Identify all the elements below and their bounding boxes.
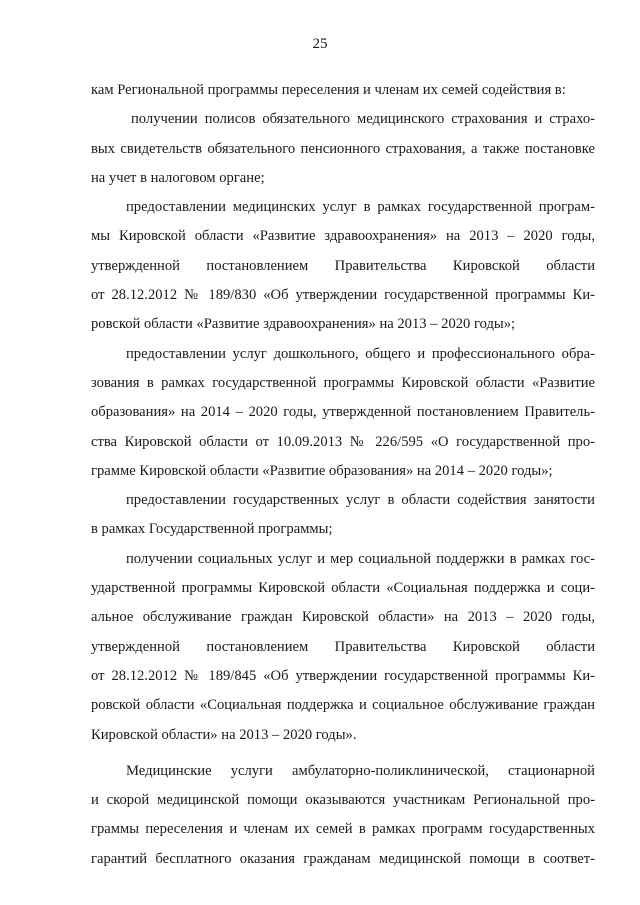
- text-line: ства Кировской области от 10.09.2013 № 226/595 «О государственной про-: [91, 433, 595, 450]
- text-line: гарантий бесплатного оказания гражданам медицинской помощи в соответ-: [91, 850, 595, 867]
- text-line: получении полисов обязательного медицинского страхования и страхо-: [131, 111, 595, 128]
- page-number: 25: [312, 36, 328, 52]
- text-line: мы Кировской области «Развитие здравоохранения» на 2013 – 2020 годы,: [91, 228, 595, 245]
- text-line: от 28.12.2012 № 189/830 «Об утверждении государственной программы Ки-: [91, 287, 595, 304]
- text-line: Кировской области» на 2013 – 2020 годы».: [91, 726, 357, 743]
- text-line: грамме Кировской области «Развитие образования» на 2014 – 2020 годы»;: [91, 462, 553, 479]
- text-line: образования» на 2014 – 2020 годы, утвержденной постановлением Правитель-: [91, 404, 595, 421]
- text-line: ровской области «Развитие здравоохранения» на 2013 – 2020 годы»;: [91, 316, 516, 333]
- text-line: получении социальных услуг и мер социальной поддержки в рамках гос-: [126, 550, 595, 567]
- text-line: вых свидетельств обязательного пенсионного страхования, а также постановке: [91, 140, 595, 157]
- text-line: утвержденной постановлением Правительства Кировской области: [91, 257, 595, 274]
- text-line: ударственной программы Кировской области «Социальная поддержка и соци-: [91, 580, 595, 597]
- text-line: альное обслуживание граждан Кировской области» на 2013 – 2020 годы,: [91, 609, 595, 626]
- text-line: и скорой медицинской помощи оказываются участникам Региональной про-: [91, 792, 595, 809]
- document-body: [91, 76, 595, 874]
- text-line: предоставлении государственных услуг в области содействия занятости: [126, 492, 595, 509]
- text-line: от 28.12.2012 № 189/845 «Об утверждении государственной программы Ки-: [91, 667, 595, 684]
- text-line: предоставлении услуг дошкольного, общего и профессионального обра-: [126, 345, 595, 362]
- text-line: в рамках Государственной программы;: [91, 521, 333, 538]
- text-line: граммы переселения и членам их семей в рамках программ государственных: [91, 821, 595, 838]
- text-line: Медицинские услуги амбулаторно-поликлинической, стационарной: [126, 762, 595, 779]
- text-line: на учет в налоговом органе;: [91, 169, 265, 186]
- text-line: кам Региональной программы переселения и членам их семей содействия в:: [91, 82, 566, 98]
- text-line: ровской области «Социальная поддержка и социальное обслуживание граждан: [91, 697, 595, 714]
- text-line: предоставлении медицинских услуг в рамках государственной програм-: [126, 199, 595, 216]
- text-line: зования в рамках государственной программы Кировской области «Развитие: [91, 374, 595, 391]
- text-line: утвержденной постановлением Правительства Кировской области: [91, 638, 595, 655]
